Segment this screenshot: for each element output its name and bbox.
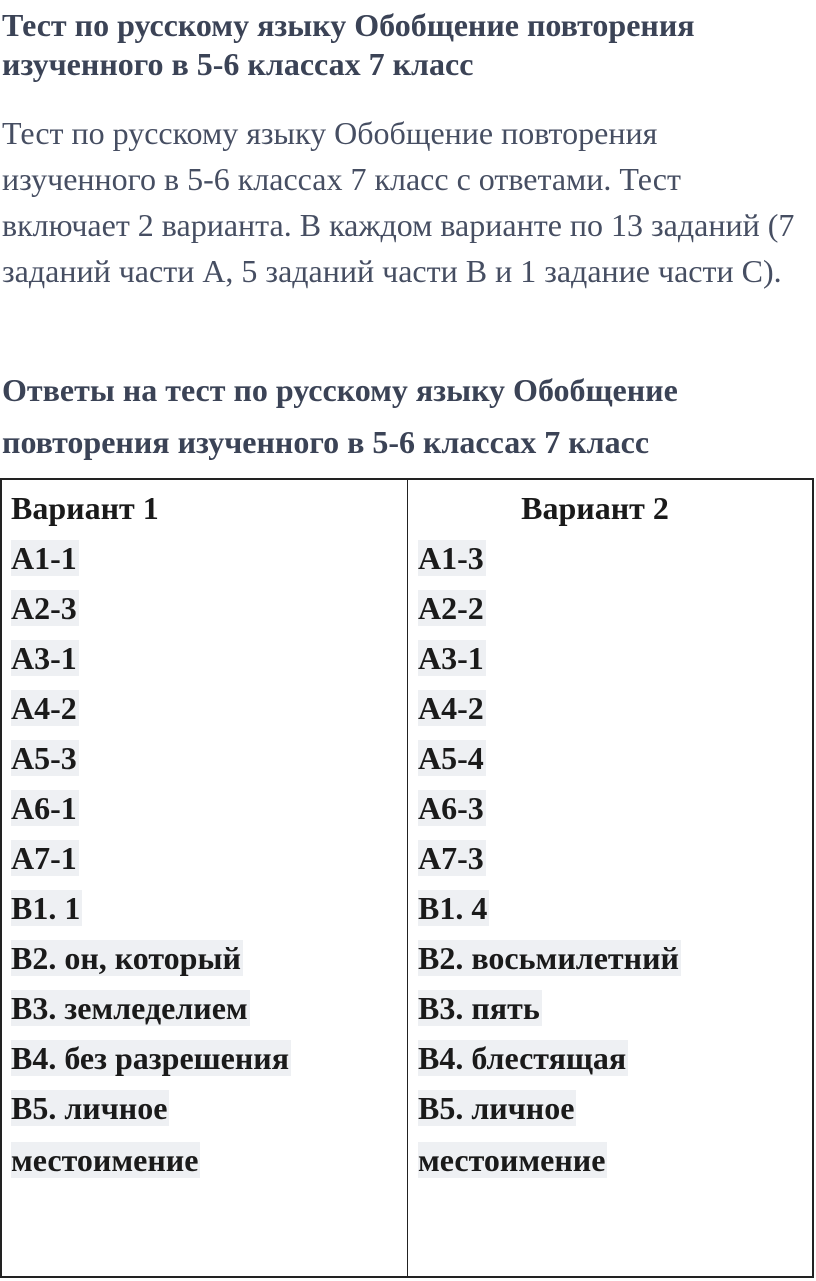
answer-item: А3-1	[418, 640, 484, 676]
answer-item: В5. личное местоимение	[11, 1090, 199, 1178]
variant-2-heading: Вариант 2	[521, 490, 669, 526]
answer-item: А7-3	[418, 840, 484, 876]
variant-2-column	[408, 480, 812, 1276]
answer-item: А2-2	[418, 590, 484, 626]
variant-1-heading: Вариант 1	[11, 490, 159, 526]
answer-item: В3. пять	[418, 990, 540, 1026]
answer-item: В1. 1	[11, 890, 81, 926]
answer-item: А5-3	[11, 740, 77, 776]
answer-item: В2. восьмилетний	[418, 940, 679, 976]
answer-item: А1-3	[418, 540, 484, 576]
answer-item: В3. земледелием	[11, 990, 248, 1026]
intro-paragraph: Тест по русскому языку Обобщение повторения изученного в 5-6 классах 7 класс с ответами. Тест включает 2 варианта. В каждом варианте по 13 заданий (7 заданий части А, 5 заданий части В и 1 задание части С).	[2, 115, 795, 289]
answer-item: А4-2	[418, 690, 484, 726]
answer-item: А6-3	[418, 790, 484, 826]
answer-item: А3-1	[11, 640, 77, 676]
answer-item: В4. блестящая	[418, 1040, 627, 1076]
answer-item: А1-1	[11, 540, 77, 576]
answer-item: В5. личное местоимение	[418, 1090, 606, 1178]
variant-1-column	[2, 480, 408, 1276]
answer-item: А2-3	[11, 590, 77, 626]
page-title: Тест по русскому языку Обобщение повторения изученного в 5-6 классах 7 класс	[2, 7, 695, 82]
answer-item: А6-1	[11, 790, 77, 826]
answer-item: В2. он, который	[11, 940, 241, 976]
answer-item: В1. 4	[418, 890, 488, 926]
answers-table	[0, 478, 814, 1278]
answer-item: А5-4	[418, 740, 484, 776]
answers-heading: Ответы на тест по русскому языку Обобщение повторения изученного в 5-6 классах 7 класс	[2, 372, 678, 460]
answer-item: А4-2	[11, 690, 77, 726]
answer-item: А7-1	[11, 840, 77, 876]
answer-item: В4. без разрешения	[11, 1040, 290, 1076]
